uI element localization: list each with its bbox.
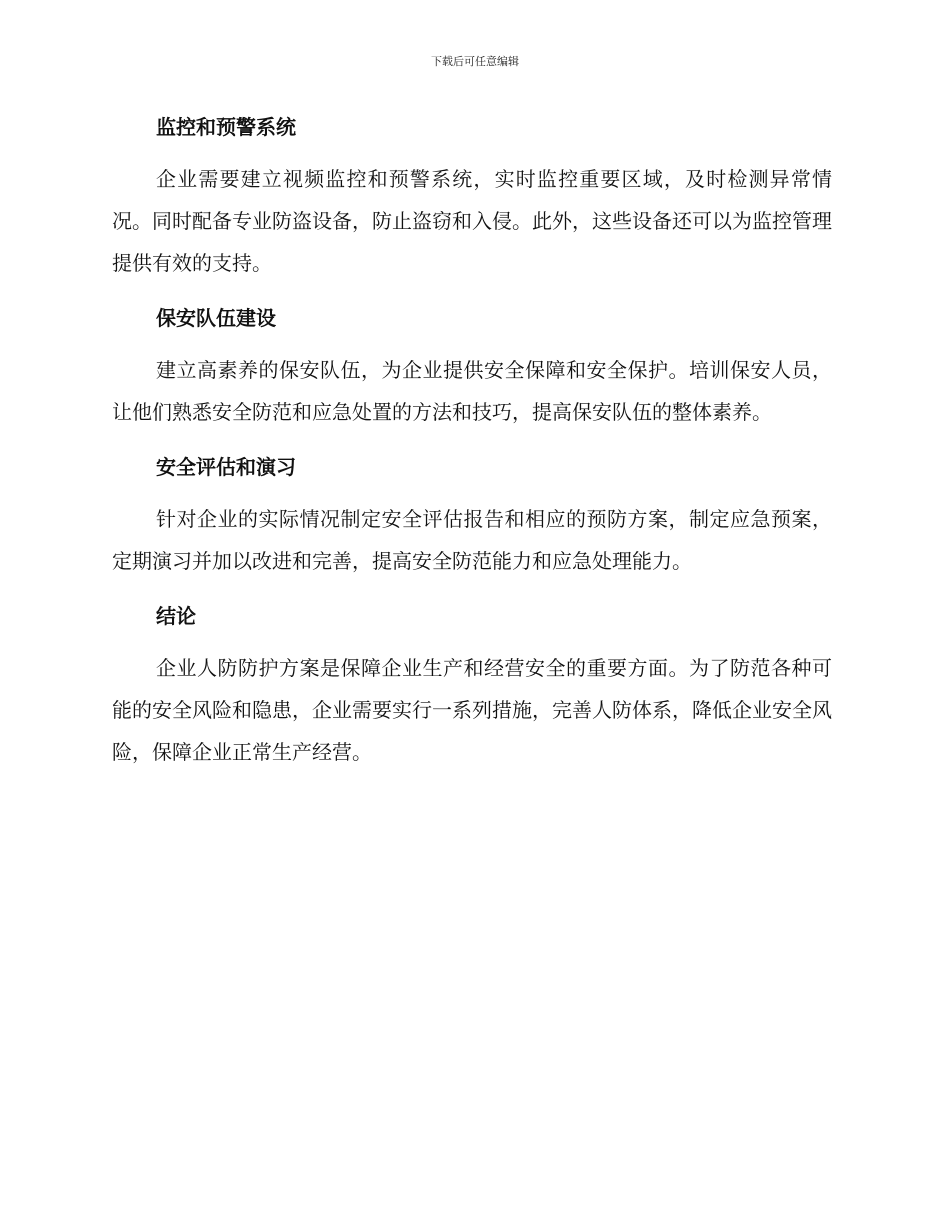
- section-heading: 监控和预警系统: [156, 115, 296, 139]
- section-monitoring: [112, 107, 832, 284]
- section-heading: 安全评估和演习: [156, 455, 296, 479]
- document-content: [112, 107, 832, 787]
- section-assessment-drill: [112, 447, 832, 582]
- section-heading: 保安队伍建设: [156, 306, 276, 330]
- section-security-team: [112, 298, 832, 433]
- section-conclusion: [112, 596, 832, 773]
- section-body: 企业人防防护方案是保障企业生产和经营安全的重要方面。为了防范各种可能的安全风险和隐患，企业需要实行一系列措施，完善人防体系，降低企业安全风险，保障企业正常生产经营。: [112, 656, 832, 764]
- section-body: 针对企业的实际情况制定安全评估报告和相应的预防方案，制定应急预案，定期演习并加以改进和完善，提高安全防范能力和应急处理能力。: [112, 507, 832, 573]
- section-heading: 结论: [156, 604, 196, 628]
- header-note: 下载后可任意编辑: [431, 55, 519, 68]
- section-body: 企业需要建立视频监控和预警系统，实时监控重要区域，及时检测异常情况。同时配备专业防盗设备，防止盗窃和入侵。此外，这些设备还可以为监控管理提供有效的支持。: [112, 167, 832, 275]
- section-body: 建立高素养的保安队伍，为企业提供安全保障和安全保护。培训保安人员，让他们熟悉安全防范和应急处置的方法和技巧，提高保安队伍的整体素养。: [112, 358, 832, 424]
